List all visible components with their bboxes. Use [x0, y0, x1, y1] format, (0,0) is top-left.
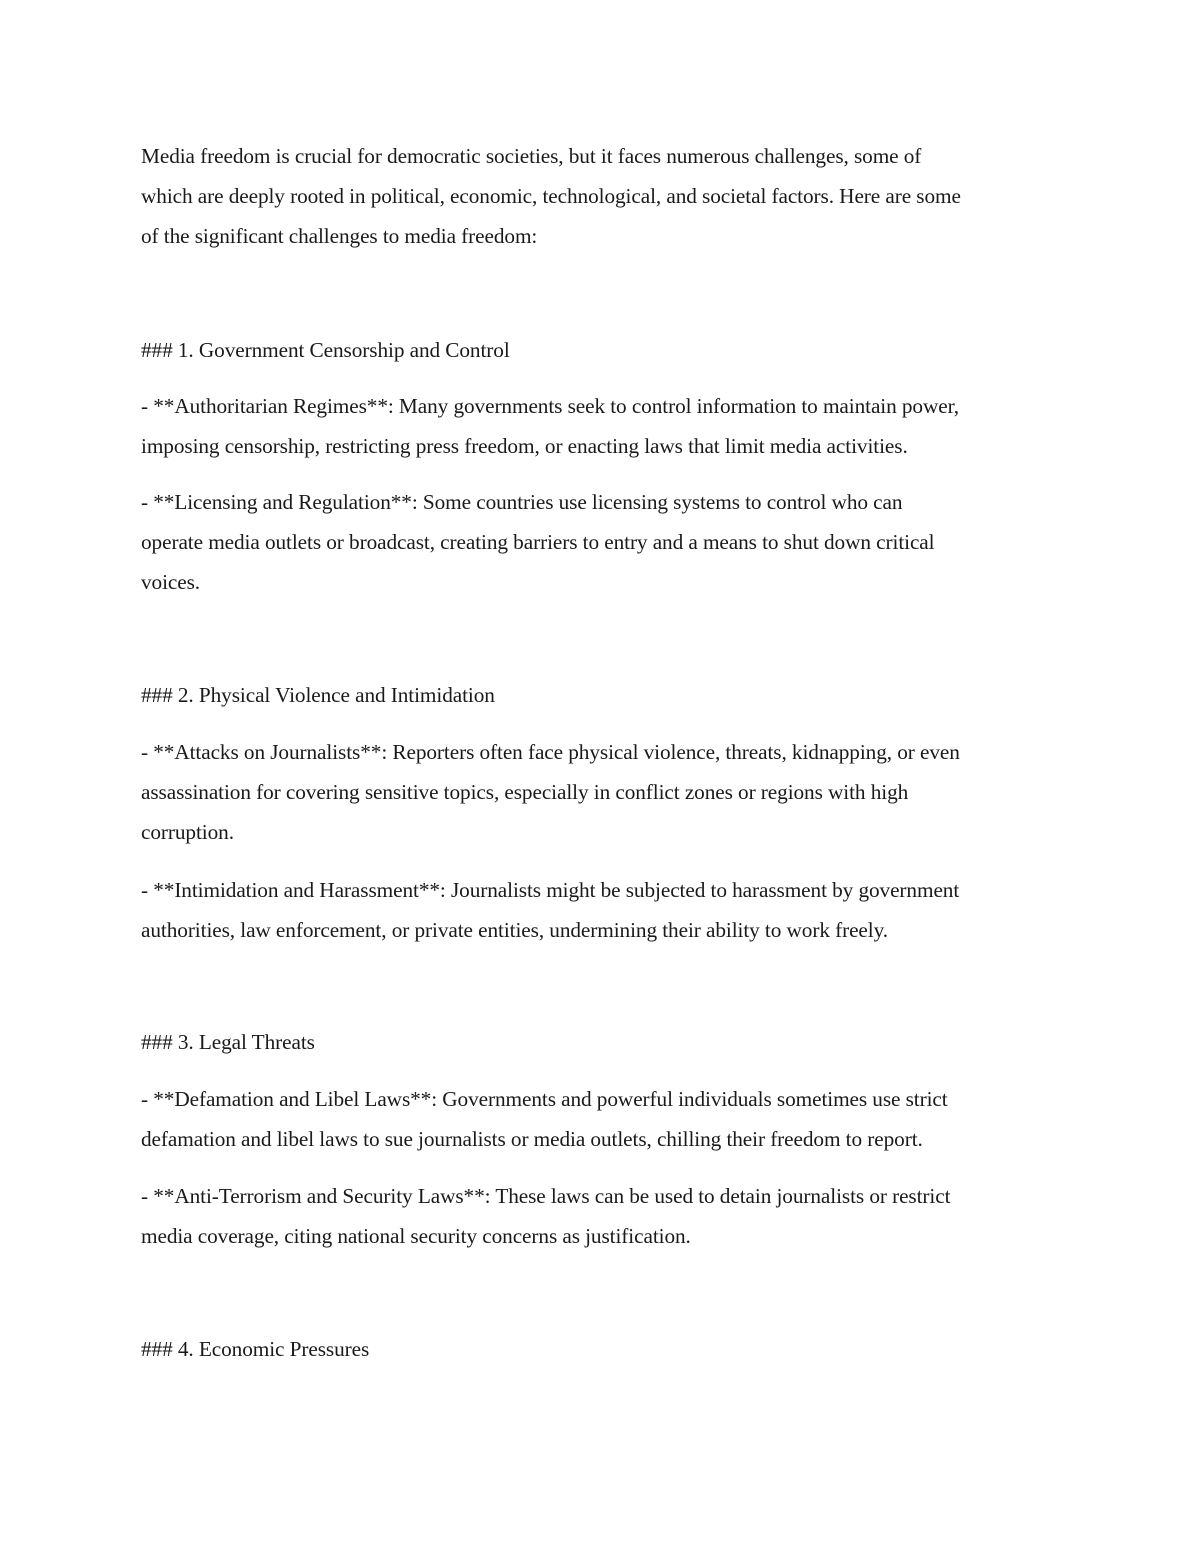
paragraph-line: - **Defamation and Libel Laws**: Governments and powerful individuals sometimes use strict — [141, 1087, 948, 1111]
section-2-heading: ### 2. Physical Violence and Intimidation — [141, 683, 495, 707]
paragraph-line: defamation and libel laws to sue journalists or media outlets, chilling their freedom to report. — [141, 1127, 923, 1151]
section-1-item-1 — [141, 386, 1076, 466]
section-heading — [141, 1022, 1076, 1062]
section-2-item-2 — [141, 870, 1076, 950]
paragraph-line: - **Authoritarian Regimes**: Many governments seek to control information to maintain power, — [141, 394, 959, 418]
section-3-item-2 — [141, 1176, 1076, 1256]
intro-line: which are deeply rooted in political, economic, technological, and societal factors. Here are some — [141, 184, 961, 208]
section-heading — [141, 1329, 1076, 1369]
intro-paragraph — [141, 136, 1076, 256]
section-1-item-2 — [141, 482, 1076, 602]
paragraph-line: - **Intimidation and Harassment**: Journalists might be subjected to harassment by government — [141, 878, 960, 902]
section-3-heading: ### 3. Legal Threats — [141, 1030, 315, 1054]
section-3-item-1 — [141, 1079, 1076, 1159]
paragraph-line: media coverage, citing national security concerns as justification. — [141, 1224, 691, 1248]
paragraph-line: - **Licensing and Regulation**: Some countries use licensing systems to control who can — [141, 490, 903, 514]
paragraph-line: - **Anti-Terrorism and Security Laws**: These laws can be used to detain journalists or restrict — [141, 1184, 951, 1208]
paragraph-line: imposing censorship, restricting press freedom, or enacting laws that limit media activities. — [141, 434, 908, 458]
intro-line: of the significant challenges to media freedom: — [141, 224, 538, 248]
section-2-item-1 — [141, 732, 1076, 852]
paragraph-line: authorities, law enforcement, or private entities, undermining their ability to work freely. — [141, 918, 888, 942]
paragraph-line: assassination for covering sensitive topics, especially in conflict zones or regions with high — [141, 780, 909, 804]
section-1-heading: ### 1. Government Censorship and Control — [141, 338, 510, 362]
intro-line: Media freedom is crucial for democratic societies, but it faces numerous challenges, some of — [141, 144, 922, 168]
paragraph-line: - **Attacks on Journalists**: Reporters often face physical violence, threats, kidnapping, or even — [141, 740, 960, 764]
paragraph-line: operate media outlets or broadcast, creating barriers to entry and a means to shut down critical — [141, 530, 935, 554]
section-heading — [141, 675, 1076, 715]
section-4-heading: ### 4. Economic Pressures — [141, 1337, 370, 1361]
paragraph-line: corruption. — [141, 820, 234, 844]
paragraph-line: voices. — [141, 570, 201, 594]
section-heading — [141, 330, 1076, 370]
